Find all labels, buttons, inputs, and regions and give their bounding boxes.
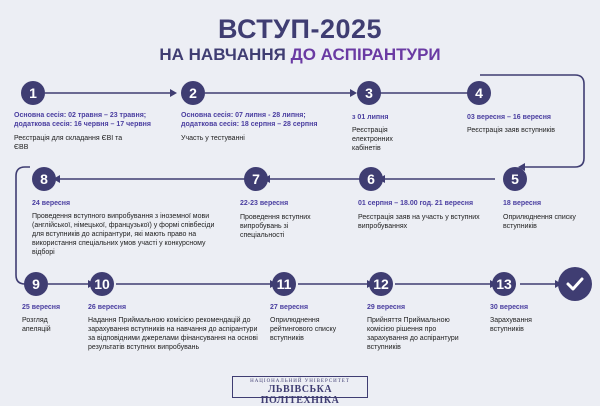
step-7-desc: Проведення вступних випробувань зі спеціальності: [240, 214, 311, 239]
step-6-desc: Реєстрація заяв на участь у вступних випробуваннях: [358, 214, 480, 230]
step-9-desc: Розгляд апеляцій: [22, 317, 51, 333]
step-3-desc: Реєстрація електронних кабінетів: [352, 127, 393, 152]
step-11-desc: Оприлюднення рейтингового списку вступників: [270, 317, 337, 342]
step-2-badge: 2: [181, 81, 205, 105]
step-8-date: 24 вересня: [32, 200, 71, 207]
step-6-date: 01 серпня – 18.00 год. 21 вересня: [358, 200, 474, 207]
university-logo: [232, 376, 368, 406]
step-4-badge: 4: [467, 81, 491, 105]
step-10-date: 26 вересня: [88, 304, 127, 311]
step-1-desc: Реєстрація для складання ЄВІ та ЄВВ: [14, 135, 123, 151]
step-10-desc: Надання Приймальною комісією рекомендацій до зарахування вступників на навчання до аспірантури за відповідними джерелами фінансування на основі результатів вступних випробувань: [88, 317, 258, 351]
logo-line-2: ЛЬВІВСЬКА ПОЛІТЕХНІКА: [260, 384, 340, 406]
step-4-desc: Реєстрація заяв вступників: [467, 127, 556, 134]
step-3-date: з 01 липня: [352, 114, 389, 121]
step-1-date: Основна сесія: 02 травня – 23 травня; додаткова сесія: 16 червня – 17 червня: [14, 112, 151, 128]
step-5-badge: 5: [503, 167, 527, 191]
step-4-date: 03 вересня – 16 вересня: [467, 114, 552, 121]
step-12-desc: Прийняття Приймальною комісією рішення про зарахування до аспірантури вступників: [367, 317, 459, 351]
step-9-badge: 9: [24, 272, 48, 296]
step-13-date: 30 вересня: [490, 304, 529, 311]
step-12-date: 29 вересня: [367, 304, 406, 311]
step-5-date: 18 вересня: [503, 200, 542, 207]
step-5-desc: Оприлюднення списку вступників: [503, 214, 576, 230]
step-2-desc: Участь у тестуванні: [181, 135, 245, 142]
step-11-badge: 11: [272, 272, 296, 296]
logo-line-1: НАЦІОНАЛЬНИЙ УНІВЕРСИТЕТ: [250, 379, 350, 384]
step-11-date: 27 вересня: [270, 304, 309, 311]
step-9-date: 25 вересня: [22, 304, 61, 311]
step-7-badge: 7: [244, 167, 268, 191]
step-2-date: Основна сесія: 07 липня - 28 липня; додаткова сесія: 18 серпня – 28 серпня: [181, 112, 318, 128]
step-8-badge: 8: [32, 167, 56, 191]
step-6-badge: 6: [359, 167, 383, 191]
step-8-desc: Проведення вступного випробування з іноземної мови (англійської, німецької, французької) у формі співбесіди для вступників до аспірантури, які мають право на використання спеціальних умов участі у конкурсному відборі: [32, 213, 215, 256]
step-3-badge: 3: [357, 81, 381, 105]
subtitle-part2: ДО АСПІРАНТУРИ: [290, 45, 441, 64]
subtitle-part1: НА НАВЧАННЯ: [159, 45, 286, 64]
step-13-badge: 13: [492, 272, 516, 296]
checkmark-icon: [558, 267, 592, 301]
step-1-badge: 1: [21, 81, 45, 105]
step-12-badge: 12: [369, 272, 393, 296]
step-10-badge: 10: [90, 272, 114, 296]
step-13-desc: Зарахування вступників: [490, 317, 532, 333]
page-title: ВСТУП-2025: [217, 14, 383, 44]
step-7-date: 22-23 вересня: [240, 200, 289, 207]
